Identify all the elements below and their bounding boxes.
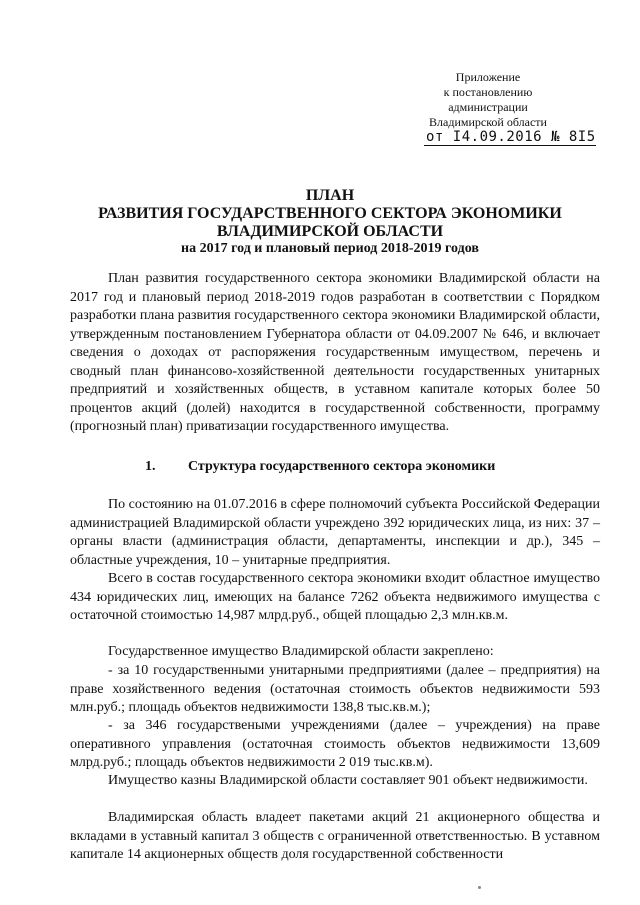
section-title: Структура государственного сектора экономики xyxy=(188,459,496,474)
title-line-1: ПЛАН xyxy=(305,187,355,204)
title-line-3: ВЛАДИМИРСКОЙ ОБЛАСТИ xyxy=(216,223,444,240)
paragraph-7: Владимирская область владеет пакетами акций 21 акционерного общества и вкладами в уставный капитал 3 обществ с ограниченной ответственностью. В уставном капитале 14 акционерных обществ доля государственной собственности xyxy=(70,810,600,862)
title-subtitle: на 2017 год и плановый период 2018-2019 годов xyxy=(181,241,479,256)
paragraph-1: По состоянию на 01.07.2016 в сфере полномочий субъекта Российской Федерации администрацией Владимирской области учреждено 392 юридических лица, из них: 37 – органы власти (администрация области, департаменты, инспекции и др.), 345 – областные учреждения, 10 – унитарные предприятия. xyxy=(70,497,600,568)
paragraph-2: Всего в состав государственного сектора экономики входит областное имущество 434 юридических лиц, имеющих на балансе 7262 объекта недвижимого имущества с остаточной стоимостью 14,987 млрд.руб., общей площадью 2,3 млн.кв.м. xyxy=(70,571,600,623)
title-line-2: РАЗВИТИЯ ГОСУДАРСТВЕННОГО СЕКТОРА ЭКОНОМИКИ xyxy=(98,205,562,222)
intro-paragraph: План развития государственного сектора экономики Владимирской области на 2017 год и плановый период 2018-2019 годов разработан в соответствии с Порядком разработки плана развития государственного сектора экономики Владимирской области, утвержденным постановлением Губернатора области от 04.09.2007 № 646, и включает сведения о доходах от распоряжения государственным имуществом, перечень и сводный план финансово-хозяйственной деятельности государственных унитарных предприятий и хозяйственных обществ, в уставном капитале которых более 50 процентов акций (долей) находится в государственной собственности, программу (прогнозный план) приватизации государственного имущества. xyxy=(70,271,600,434)
annex-line-1: Приложение xyxy=(455,70,521,84)
paragraph-4: - за 10 государственными унитарными предприятиями (далее – предприятия) на праве хозяйственного ведения (остаточная стоимость объектов недвижимости 593 млн.руб.; площадь объектов недвижимости 138,8 тыс.кв.м.); xyxy=(70,663,600,715)
paragraph-3: Государственное имущество Владимирской области закреплено: xyxy=(108,644,494,659)
section-heading xyxy=(145,459,495,475)
annex-underline xyxy=(424,145,596,146)
annex-line-2: к постановлению xyxy=(443,85,533,99)
paragraph-5: - за 346 государствеными учреждениями (далее – учреждения) на праве оперативного управления (остаточная стоимость объектов недвижимости 13,609 млрд.руб.; площадь объектов недвижимости 2 019 тыс.кв.м). xyxy=(70,718,600,770)
annex-line-4: Владимирской области xyxy=(429,115,547,129)
paragraph-6: Имущество казны Владимирской области составляет 901 объект недвижимости. xyxy=(108,773,588,788)
annex-line-3: администрации xyxy=(448,100,528,114)
scan-speck xyxy=(478,886,481,889)
annex-date-number: от I4.09.2016 № 8I5 xyxy=(426,129,596,145)
annex-block xyxy=(400,70,576,130)
section-number: 1. xyxy=(145,459,156,474)
